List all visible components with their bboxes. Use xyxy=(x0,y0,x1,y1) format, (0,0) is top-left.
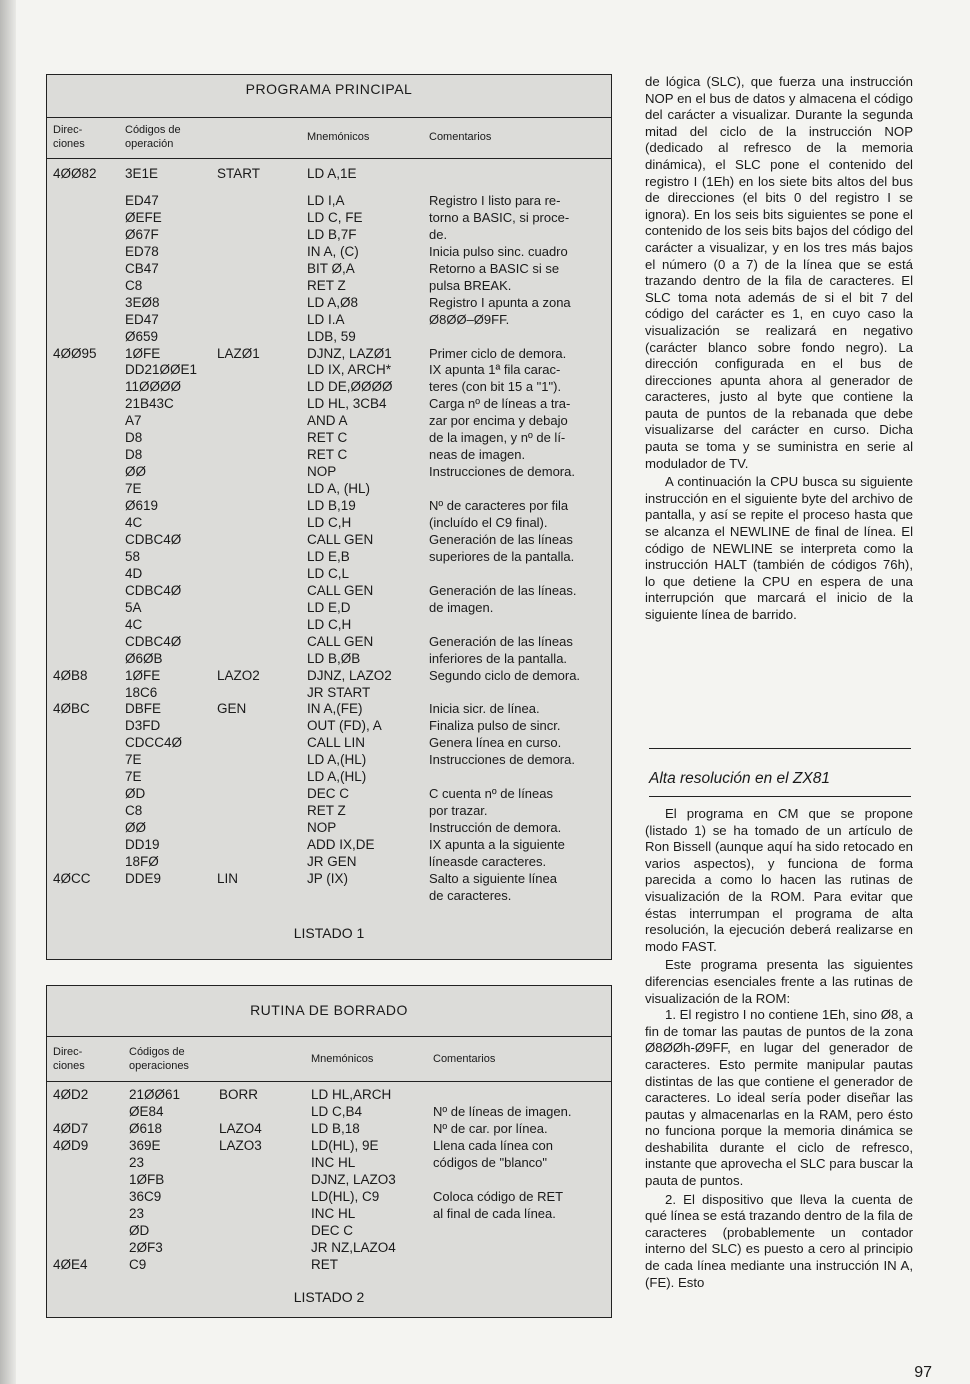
mnemonic-cell: CALL GEN xyxy=(307,531,374,547)
opcode-cell: D3FD xyxy=(125,718,161,734)
comment-cell: Instrucción de demora. xyxy=(429,820,562,836)
opcode-cell: 4D xyxy=(125,565,143,581)
table-row xyxy=(47,412,611,429)
opcode-cell: CDBC4Ø xyxy=(125,633,182,649)
mnemonic-cell: RET Z xyxy=(307,277,346,293)
binding-shadow xyxy=(0,0,16,1384)
table-row xyxy=(47,1256,611,1273)
table-row xyxy=(47,802,611,819)
table-row xyxy=(47,361,611,378)
opcode-cell: 1ØFE xyxy=(125,345,161,361)
opcode-cell: ØØ xyxy=(125,820,147,836)
opcode-cell: DD21ØØE1 xyxy=(125,362,198,378)
mnemonic-cell: LD B,18 xyxy=(311,1121,360,1136)
table-row xyxy=(47,870,611,887)
listing-1-box xyxy=(46,74,612,960)
opcode-cell: ED78 xyxy=(125,243,159,259)
table-row xyxy=(47,684,611,701)
comment-cell: (incluído el C9 final). xyxy=(429,515,548,530)
table-row xyxy=(47,1086,611,1103)
opcode-cell: Ø659 xyxy=(125,328,159,344)
mnemonic-cell: LD B,ØB xyxy=(307,650,361,666)
mnemonic-cell: RET C xyxy=(307,447,348,463)
mnemonic-cell: LD E,D xyxy=(307,599,351,615)
table-row xyxy=(47,667,611,684)
comment-cell: zar por encima y debajo xyxy=(429,413,568,429)
listing-2-box xyxy=(46,985,612,1318)
opcode-cell: DD19 xyxy=(125,837,160,853)
mnemonic-cell: CALL GEN xyxy=(307,582,374,598)
opcode-cell: ØØ xyxy=(125,464,147,480)
comment-cell: Segundo ciclo de demora. xyxy=(429,667,581,683)
mnemonic-cell: LD I.A xyxy=(307,311,345,327)
mnemonic-cell: NOP xyxy=(307,820,337,836)
mnemonic-cell: CALL LIN xyxy=(307,735,366,751)
table-row xyxy=(47,819,611,836)
mnemonic-cell: LD A,Ø8 xyxy=(307,294,359,310)
address-cell: 4ØCC xyxy=(53,870,91,886)
mnemonic-cell: OUT (FD), A xyxy=(307,718,382,734)
comment-cell: Generación de las líneas xyxy=(429,633,573,649)
opcode-cell: Ø618 xyxy=(129,1121,163,1136)
comment-cell: Retorno a BASIC si se xyxy=(429,260,560,276)
table-row xyxy=(47,1205,611,1222)
label-cell: LAZO2 xyxy=(217,667,260,683)
mnemonic-cell: JR GEN xyxy=(307,854,357,869)
opcode-cell: CB47 xyxy=(125,260,159,276)
mnemonic-cell: JR NZ,LAZO4 xyxy=(311,1240,396,1255)
mnemonic-cell: DJNZ, LAZO3 xyxy=(311,1172,396,1187)
comment-cell: pulsa BREAK. xyxy=(429,277,512,293)
opcode-cell: ØD xyxy=(125,786,146,802)
comment-cell: Generación de las líneas. xyxy=(429,582,577,598)
paragraph: El programa en CM que se propone (listado 1) se ha tomado de un artículo de Ron Bissell (aunque aquí ha sido retocado en varios aspectos), y funciona de forma parecida a como lo hacen las rutinas de visualización de la ROM. Para evitar que éstas interrumpan el programa de alta resolución, la ejecución deberá realizarse en modo FAST. xyxy=(645,806,913,954)
table-row xyxy=(47,1120,611,1137)
mnemonic-cell: RET C xyxy=(307,430,348,446)
mnemonic-cell: LD A,(HL) xyxy=(307,752,367,768)
opcode-cell: CDBC4Ø xyxy=(125,582,182,598)
opcode-cell: 5A xyxy=(125,599,142,615)
table-row xyxy=(47,717,611,734)
opcode-cell: 4C xyxy=(125,616,143,632)
section-rule xyxy=(649,748,911,749)
table-row xyxy=(47,243,611,260)
opcode-cell: 7E xyxy=(125,752,142,768)
header-dir: Direc- ciones xyxy=(53,1046,85,1072)
address-cell: 4ØD7 xyxy=(53,1121,89,1136)
table-row xyxy=(47,785,611,802)
comment-cell: de. xyxy=(429,226,448,242)
mnemonic-cell: LD B,19 xyxy=(307,498,356,514)
header-code: Códigos de operaciones xyxy=(129,1046,189,1072)
table-row xyxy=(47,429,611,446)
listing-1-title: PROGRAMA PRINCIPAL xyxy=(245,81,413,97)
opcode-cell: 2ØF3 xyxy=(129,1240,163,1255)
listing-2-header xyxy=(47,1036,611,1082)
opcode-cell: 7E xyxy=(125,481,142,497)
table-row xyxy=(47,768,611,785)
comment-cell: Nº de líneas de imagen. xyxy=(433,1104,572,1119)
table-row xyxy=(47,1188,611,1205)
table-row xyxy=(47,531,611,548)
opcode-cell: Ø67F xyxy=(125,226,159,242)
label-cell: LAZØ1 xyxy=(217,345,260,361)
table-row xyxy=(47,548,611,565)
table-row xyxy=(47,1239,611,1256)
table-row xyxy=(47,616,611,633)
article-column-bottom xyxy=(645,806,913,1291)
comment-cell: Generación de las líneas xyxy=(429,531,573,547)
mnemonic-cell: LD HL,ARCH xyxy=(311,1087,392,1102)
mnemonic-cell: DJNZ, LAZØ1 xyxy=(307,345,392,361)
table-row xyxy=(47,700,611,717)
mnemonic-cell: JR START xyxy=(307,684,371,700)
listing-1-caption: LISTADO 1 xyxy=(293,925,365,941)
section-rule xyxy=(649,796,911,797)
comment-cell: Registro I apunta a zona xyxy=(429,294,571,310)
table-row xyxy=(47,751,611,768)
address-cell: 4ØB8 xyxy=(53,667,88,683)
header-mnem: Mnemónicos xyxy=(307,131,370,143)
opcode-cell: 23 xyxy=(129,1155,145,1170)
table-row xyxy=(47,1137,611,1154)
mnemonic-cell: INC HL xyxy=(311,1206,356,1221)
comment-cell: de caracteres. xyxy=(429,887,512,903)
comment-cell: IX apunta a la siguiente xyxy=(429,837,565,853)
mnemonic-cell: LD C,H xyxy=(307,616,352,632)
mnemonic-cell: LD C,B4 xyxy=(311,1104,363,1119)
opcode-cell: D8 xyxy=(125,430,143,446)
table-row xyxy=(47,853,611,870)
mnemonic-cell: IN A, (C) xyxy=(307,243,359,259)
opcode-cell: ED47 xyxy=(125,192,159,208)
opcode-cell: C8 xyxy=(125,803,143,819)
comment-cell: Instrucciones de demora. xyxy=(429,464,575,480)
opcode-cell: CDBC4Ø xyxy=(125,531,182,547)
comment-cell: Coloca código de RET xyxy=(433,1189,564,1204)
comment-cell: neas de imagen. xyxy=(429,447,526,463)
table-row xyxy=(47,582,611,599)
comment-cell: de la imagen, y nº de lí- xyxy=(429,430,566,446)
mnemonic-cell: BIT Ø,A xyxy=(307,260,355,276)
table-row xyxy=(47,378,611,395)
mnemonic-cell: ADD IX,DE xyxy=(307,837,375,853)
comment-cell: torno a BASIC, si proce- xyxy=(429,209,570,225)
mnemonic-cell: IN A,(FE) xyxy=(307,701,363,717)
mnemonic-cell: RET Z xyxy=(307,803,346,819)
mnemonic-cell: LDB, 59 xyxy=(307,328,356,344)
table-row xyxy=(47,565,611,582)
comment-cell: superiores de la pantalla. xyxy=(429,548,575,564)
comment-cell: líneasde caracteres. xyxy=(429,854,547,869)
address-cell: 4ØD2 xyxy=(53,1087,89,1102)
comment-cell: Instrucciones de demora. xyxy=(429,752,575,768)
comment-cell: por trazar. xyxy=(429,803,488,819)
comment-cell: Salto a siguiente línea xyxy=(429,870,557,886)
mnemonic-cell: LD C,H xyxy=(307,515,352,530)
mnemonic-cell: CALL GEN xyxy=(307,633,374,649)
comment-cell: teres (con bit 15 a "1"). xyxy=(429,379,562,395)
mnemonic-cell: LD HL, 3CB4 xyxy=(307,396,387,412)
opcode-cell: 1ØFE xyxy=(125,667,161,683)
table-row xyxy=(47,463,611,480)
listing-2-caption: LISTADO 2 xyxy=(293,1289,365,1305)
comment-cell: Finaliza pulso de sincr. xyxy=(429,718,561,734)
address-cell: 4ØD9 xyxy=(53,1138,89,1153)
paragraph: 1. El registro I no contiene 1Eh, sino Ø8, a fin de tomar las pautas de puntos de la zona Ø8ØØh-Ø9FF, en lugar del generador de caracteres. Esto permite manipular pautas distintas de las que contiene el generador de caracteres. Lo ideal sería poder diseñar las pautas y almacenarlas en la RAM, pero ésto no funciona porque la memoria dinámica se deshabilita durante el ciclo de refresco, instante que aprovecha el SLC para buscar la pauta de puntos. xyxy=(645,1007,913,1189)
address-cell: 4ØØ82 xyxy=(53,166,97,181)
comment-cell: Carga nº de líneas a tra- xyxy=(429,396,571,412)
paragraph: de lógica (SLC), que fuerza una instrucción NOP en el bus de datos y almacena el código del carácter a visualizar. Durante la segunda mitad del ciclo de la instrucción NOP (dedicado al refresco de la memoria dinámica), el SLC pone el contenido del registro I (1Eh) en los siete bits altos del bus de direcciones (el bits 0 del registro I se ignora). En los seis bits siguientes se pone el contenido de los seis bits bajos del código del carácter a visualizar, y en los tres más bajos el número (0 a 7) de la línea que se está trazando dentro de la fila de caracteres. El SLC toma nota además de si el bit 7 del código del carácter es 1, en cuyo caso la visualización se realizará en negativo (carácter blanco sobre fondo negro). La dirección configurada en el bus de direcciones apunta ahora al generador de caracteres, justo al byte que contiene la pauta de puntos de la rebanada que debe visualizarse del carácter en curso. Dicha pauta se toma y se suministra en serie al modulador de TV. xyxy=(645,74,913,471)
table-row xyxy=(47,497,611,514)
table-row xyxy=(47,633,611,650)
mnemonic-cell: LD IX, ARCH* xyxy=(307,362,392,378)
opcode-cell: 3EØ8 xyxy=(125,294,160,310)
label-cell: LAZO4 xyxy=(219,1121,262,1136)
opcode-cell: 18C6 xyxy=(125,684,158,700)
mnemonic-cell: DEC C xyxy=(311,1223,354,1238)
table-row xyxy=(47,480,611,497)
table-row xyxy=(47,887,611,904)
comment-cell: Nº de car. por línea. xyxy=(433,1121,548,1136)
opcode-cell: Ø6ØB xyxy=(125,650,163,666)
mnemonic-cell: DEC C xyxy=(307,786,350,802)
table-row xyxy=(47,277,611,294)
mnemonic-cell: LD A,(HL) xyxy=(307,769,367,785)
table-row xyxy=(47,395,611,412)
table-row xyxy=(47,1171,611,1188)
table-row xyxy=(47,165,611,182)
section-title: Alta resolución en el ZX81 xyxy=(649,770,830,787)
opcode-cell: ØE84 xyxy=(129,1104,164,1119)
opcode-cell: 1ØFB xyxy=(129,1172,165,1187)
mnemonic-cell: LD(HL), C9 xyxy=(311,1189,380,1204)
mnemonic-cell: LD DE,ØØØØ xyxy=(307,379,393,395)
comment-cell: C cuenta nº de líneas xyxy=(429,786,553,802)
mnemonic-cell: LD(HL), 9E xyxy=(311,1138,379,1153)
mnemonic-cell: RET xyxy=(311,1257,338,1272)
comment-cell: Nº de caracteres por fila xyxy=(429,498,569,514)
paragraph: A continuación la CPU busca su siguiente instrucción en el siguiente byte del archivo de pantalla, y así se repite el proceso hasta que se alcanza el NEWLINE de final de línea. El código de NEWLINE se interpreta como la instrucción HALT (también de códigos 76h), lo que detiene la CPU en espera de una interrupción que marcará el inicio de la siguiente línea de barrido. xyxy=(645,474,913,622)
header-dir: Direc- ciones xyxy=(53,124,85,150)
table-row xyxy=(47,734,611,751)
comment-cell: inferiores de la pantalla. xyxy=(429,650,568,666)
label-cell: LIN xyxy=(217,870,239,886)
mnemonic-cell: LD E,B xyxy=(307,548,350,564)
article-column-top xyxy=(645,74,913,624)
mnemonic-cell: AND A xyxy=(307,413,348,429)
opcode-cell: C8 xyxy=(125,277,143,293)
opcode-cell: 36C9 xyxy=(129,1189,162,1204)
table-row xyxy=(47,294,611,311)
header-com: Comentarios xyxy=(429,131,492,143)
table-row xyxy=(47,446,611,463)
comment-cell: de imagen. xyxy=(429,599,494,615)
opcode-cell: ED47 xyxy=(125,311,159,327)
listing-1-header xyxy=(47,117,611,159)
table-row xyxy=(47,1154,611,1171)
opcode-cell: 23 xyxy=(129,1206,145,1221)
opcode-cell: 58 xyxy=(125,548,141,564)
table-row xyxy=(47,1222,611,1239)
comment-cell: IX apunta 1ª fila carac- xyxy=(429,362,561,378)
opcode-cell: DDE9 xyxy=(125,870,162,886)
table-row xyxy=(47,192,611,209)
opcode-cell: DBFE xyxy=(125,701,162,717)
comment-cell: Ø8ØØ–Ø9FF. xyxy=(429,311,510,327)
table-row xyxy=(47,599,611,616)
opcode-cell: 3E1E xyxy=(125,166,159,181)
label-cell: BORR xyxy=(219,1087,259,1102)
opcode-cell: 369E xyxy=(129,1138,161,1153)
comment-cell: Genera línea en curso. xyxy=(429,735,562,751)
paragraph: Este programa presenta las siguientes diferencias esenciales frente a las rutinas de visualización de la ROM: xyxy=(645,957,913,1006)
opcode-cell: D8 xyxy=(125,447,143,463)
table-row xyxy=(47,345,611,362)
mnemonic-cell: LD C,L xyxy=(307,565,350,581)
table-row xyxy=(47,836,611,853)
opcode-cell: 18FØ xyxy=(125,854,159,869)
mnemonic-cell: LD B,7F xyxy=(307,226,357,242)
address-cell: 4ØE4 xyxy=(53,1257,88,1272)
page-number: 97 xyxy=(914,1364,932,1381)
opcode-cell: A7 xyxy=(125,413,142,429)
opcode-cell: ØEFE xyxy=(125,209,162,225)
mnemonic-cell: LD I,A xyxy=(307,192,345,208)
mnemonic-cell: INC HL xyxy=(311,1155,356,1170)
comment-cell: Inicia sicr. de línea. xyxy=(429,701,540,717)
header-code: Códigos de operación xyxy=(125,124,181,150)
table-row xyxy=(47,514,611,531)
comment-cell: Llena cada línea con xyxy=(433,1138,553,1153)
header-com: Comentarios xyxy=(433,1053,496,1065)
comment-cell: Primer ciclo de demora. xyxy=(429,345,567,361)
comment-cell: al final de cada línea. xyxy=(433,1206,556,1221)
header-mnem: Mnemónicos xyxy=(311,1053,374,1065)
address-cell: 4ØØ95 xyxy=(53,345,97,361)
opcode-cell: CDCC4Ø xyxy=(125,735,183,751)
table-row xyxy=(47,209,611,226)
label-cell: START xyxy=(217,166,261,181)
table-row xyxy=(47,1103,611,1120)
table-row xyxy=(47,328,611,345)
comment-cell: códigos de "blanco" xyxy=(433,1155,548,1170)
opcode-cell: 21B43C xyxy=(125,396,174,412)
paragraph: 2. El dispositivo que lleva la cuenta de qué línea se está trazando dentro de la fila de caracteres (probablemente un contador interno del SLC) es puesto a cero al principio de cada línea mediante una instrucción IN A, (FE). Esto xyxy=(645,1191,913,1290)
table-row xyxy=(47,650,611,667)
comment-cell: Inicia pulso sinc. cuadro xyxy=(429,243,568,259)
mnemonic-cell: NOP xyxy=(307,464,337,480)
address-cell: 4ØBC xyxy=(53,701,90,717)
listing-2-title: RUTINA DE BORRADO xyxy=(250,1002,408,1018)
opcode-cell: 7E xyxy=(125,769,142,785)
table-row xyxy=(47,260,611,277)
label-cell: LAZO3 xyxy=(219,1138,262,1153)
label-cell: GEN xyxy=(217,701,247,717)
opcode-cell: C9 xyxy=(129,1257,147,1272)
opcode-cell: Ø619 xyxy=(125,498,159,514)
mnemonic-cell: JP (IX) xyxy=(307,870,349,886)
mnemonic-cell: LD A, (HL) xyxy=(307,481,371,497)
mnemonic-cell: LD A,1E xyxy=(307,166,357,181)
mnemonic-cell: DJNZ, LAZO2 xyxy=(307,667,392,683)
table-row xyxy=(47,226,611,243)
comment-cell: Registro I listo para re- xyxy=(429,192,561,208)
opcode-cell: 4C xyxy=(125,515,143,530)
opcode-cell: ØD xyxy=(129,1223,150,1238)
opcode-cell: 11ØØØØ xyxy=(125,379,182,395)
table-row xyxy=(47,311,611,328)
mnemonic-cell: LD C, FE xyxy=(307,209,363,225)
opcode-cell: 21ØØ61 xyxy=(129,1087,181,1102)
